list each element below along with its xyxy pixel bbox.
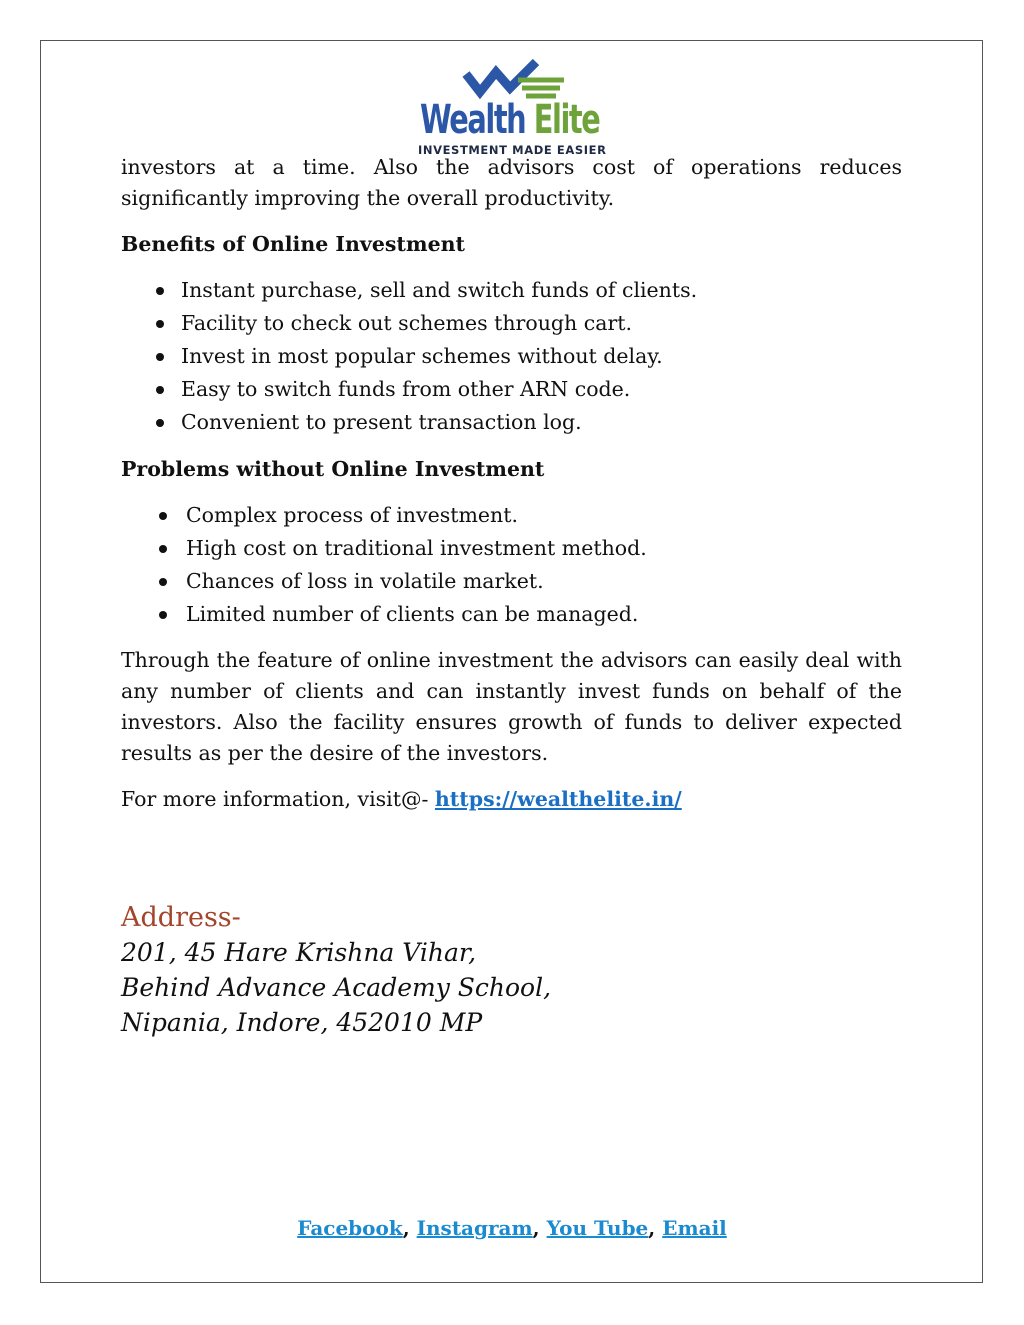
more-info-prefix: For more information, visit@- [121, 787, 435, 811]
main-content [121, 152, 902, 815]
problems-list [121, 499, 902, 631]
closing-paragraph: Through the feature of online investment the advisors can easily deal with any number of clients and can instantly invest funds on behalf of the investors. Also the facility ensures growth of funds to deliver expected results as per the desire of the investors. [121, 648, 902, 765]
list-item: Complex process of investment. [121, 499, 902, 532]
website-link[interactable]: https://wealthelite.in/ [434, 787, 682, 811]
bullet-icon [159, 545, 167, 553]
list-item: Chances of loss in volatile market. [121, 565, 902, 598]
list-item: Convenient to present transaction log. [121, 406, 902, 439]
footer-separator: , [648, 1216, 663, 1240]
benefits-heading: Benefits of Online Investment [121, 232, 465, 256]
footer-separator: , [532, 1216, 547, 1240]
logo-tagline: INVESTMENT MADE EASIER [418, 143, 607, 157]
instagram-link[interactable]: Instagram [416, 1216, 533, 1240]
bullet-icon [159, 578, 167, 586]
facebook-link[interactable]: Facebook [297, 1216, 403, 1240]
bullet-icon [159, 611, 167, 619]
footer-social-links [0, 1216, 1024, 1240]
logo-word-elite: Elite [533, 97, 600, 143]
wealth-elite-logo [418, 58, 608, 158]
address-line-3: Nipania, Indore, 452010 MP [121, 1008, 483, 1037]
problems-heading: Problems without Online Investment [121, 457, 545, 481]
intro-paragraph: investors at a time. Also the advisors cost of operations reduces significantly improving the overall productivity. [121, 155, 902, 210]
list-item: Facility to check out schemes through cart. [121, 307, 902, 340]
address-block [121, 900, 551, 1040]
logo-word-wealth: Wealth [420, 97, 526, 143]
list-item: High cost on traditional investment method. [121, 532, 902, 565]
bullet-icon [156, 419, 164, 427]
address-line-1: 201, 45 Hare Krishna Vihar, [121, 938, 477, 967]
list-item: Limited number of clients can be managed. [121, 598, 902, 631]
youtube-link[interactable]: You Tube [546, 1216, 649, 1240]
address-title: Address- [121, 902, 241, 933]
bullet-icon [156, 386, 164, 394]
email-link[interactable]: Email [662, 1216, 727, 1240]
list-item: Instant purchase, sell and switch funds of clients. [121, 274, 902, 307]
bullet-icon [156, 320, 164, 328]
logo-brand-text [420, 97, 600, 143]
footer-separator: , [402, 1216, 417, 1240]
address-line-2: Behind Advance Academy School, [121, 973, 552, 1002]
list-item: Easy to switch funds from other ARN code. [121, 373, 902, 406]
bullet-icon [159, 512, 167, 520]
benefits-list [121, 274, 902, 439]
bullet-icon [156, 287, 164, 295]
more-info-line [121, 784, 902, 815]
bullet-icon [156, 353, 164, 361]
list-item: Invest in most popular schemes without delay. [121, 340, 902, 373]
